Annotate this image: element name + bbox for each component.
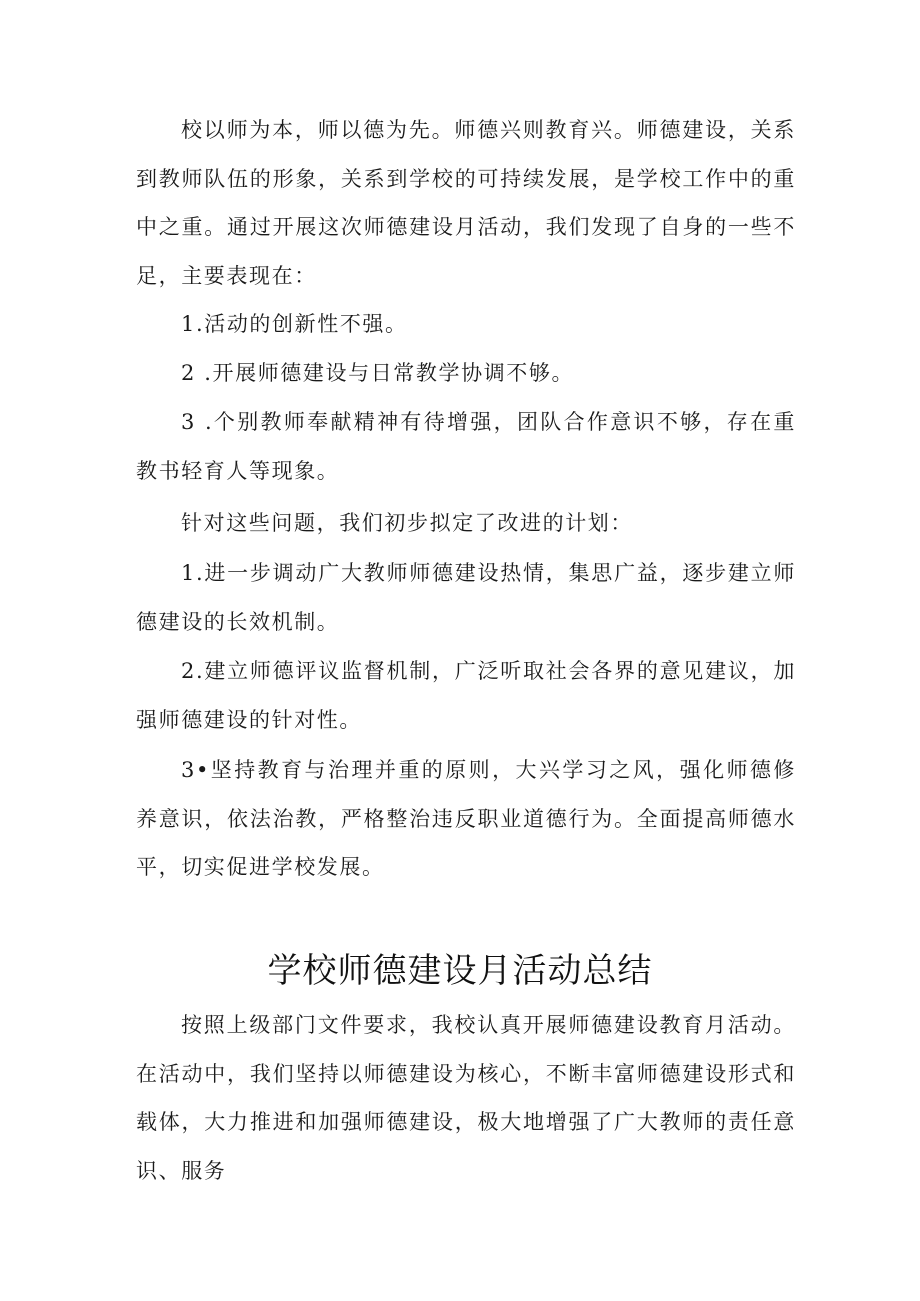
problem-item-2: 2 .开展师德建设与日常教学协调不够。 [181, 361, 575, 385]
problem-item-3: 3 .个别教师奉献精神有待增强，团队合作意识不够，存在重教书轻育人等现象。 [136, 410, 796, 483]
paragraph-intro: 校以师为本，师以德为先。师德兴则教育兴。师德建设，关系到教师队伍的形象，关系到学校的可持续发展，是学校工作中的重中之重。通过开展这次师德建设月活动，我们发现了自身的一些不足，主要表现在： [136, 118, 796, 288]
summary-paragraph: 按照上级部门文件要求，我校认真开展师德建设教育月活动。在活动中，我们坚持以师德建设为核心，不断丰富师德建设形式和载体，大力推进和加强师德建设，极大地增强了广大教师的责任意识、服务 [136, 1013, 796, 1183]
problem-item-1: 1.活动的创新性不强。 [181, 312, 408, 336]
plan-item-2: 2.建立师德评议监督机制，广泛听取社会各界的意见建议，加强师德建设的针对性。 [136, 659, 796, 732]
plan-item-1: 1.进一步调动广大教师师德建设热情，集思广益，逐步建立师德建设的长效机制。 [136, 561, 796, 634]
plan-item-3: 3•坚持教育与治理并重的原则，大兴学习之风，强化师德修养意识，依法治教，严格整治违反职业道德行为。全面提高师德水平，切实促进学校发展。 [136, 758, 796, 879]
plan-intro: 针对这些问题，我们初步拟定了改进的计划： [181, 511, 633, 535]
section-title: 学校师德建设月活动总结 [267, 951, 653, 991]
